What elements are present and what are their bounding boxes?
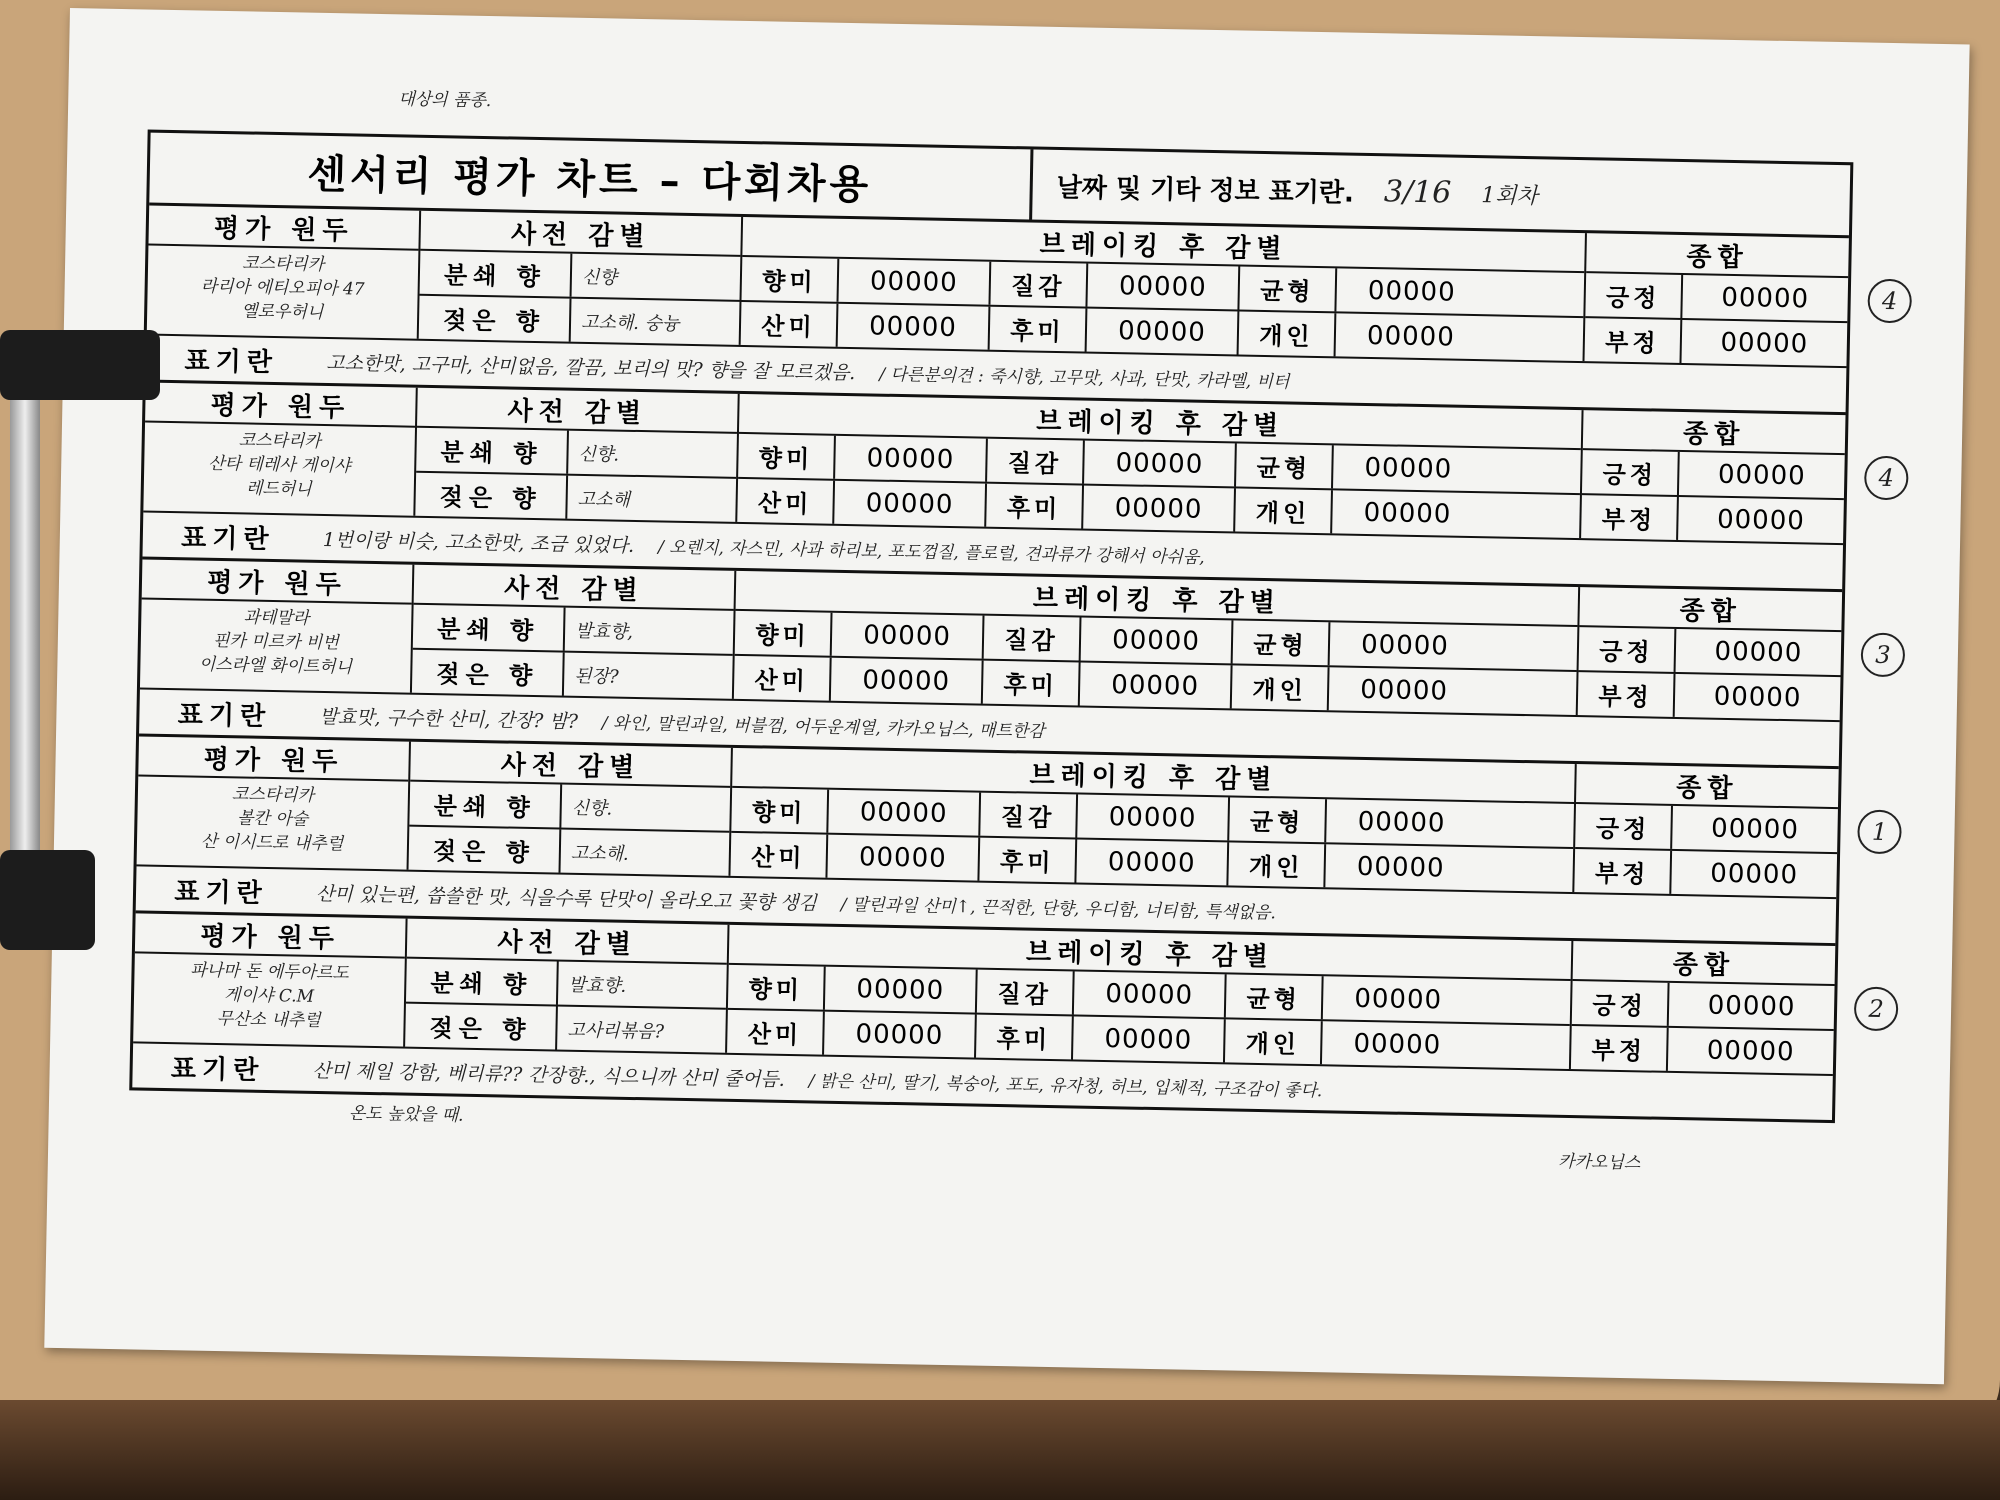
wet-field[interactable]: 고소해 xyxy=(577,488,631,511)
personal-value[interactable]: 00000 xyxy=(1360,674,1449,707)
aftertaste-value[interactable]: 00000 xyxy=(1083,486,1236,532)
negative-label: 부정 xyxy=(1578,672,1676,717)
aftertaste-value[interactable]: 00000 xyxy=(1087,309,1240,355)
others-opinion: / 말린과일 산미↑, 끈적한, 단향, 우디함, 너티함, 특색없음. xyxy=(840,894,1277,923)
acidity-label: 산미 xyxy=(734,656,832,701)
positive-label: 긍정 xyxy=(1579,627,1677,672)
acidity-label: 산미 xyxy=(727,1010,825,1055)
others-opinion: / 밝은 산미, 딸기, 복숭아, 포도, 유자청, 허브, 입체적, 구조감이 좋다. xyxy=(808,1070,1323,1101)
positive-label: 긍정 xyxy=(1582,450,1680,495)
flavor-label: 향미 xyxy=(735,611,833,656)
texture-value[interactable]: 00000 xyxy=(1081,618,1234,664)
summary-header: 종합 xyxy=(1583,410,1846,455)
pre-header: 사전 감별 xyxy=(414,565,735,611)
acidity-value[interactable]: 00000 xyxy=(831,658,984,704)
breaking-header: 브레이킹 후 감별 xyxy=(732,748,1575,804)
note-field[interactable]: 산미 있는편, 씁쓸한 맛, 식을수록 단맛이 올라오고 꽃향 생김 xyxy=(315,882,818,915)
breaking-header: 브레이킹 후 감별 xyxy=(736,571,1579,627)
flavor-label: 향미 xyxy=(742,257,840,302)
aftertaste-value[interactable]: 00000 xyxy=(1080,663,1233,709)
acidity-label: 산미 xyxy=(737,479,835,524)
positive-value[interactable]: 00000 xyxy=(1714,636,1803,668)
negative-value[interactable]: 00000 xyxy=(1716,504,1806,536)
bean-header: 평가 원두 xyxy=(142,559,413,604)
balance-value[interactable]: 00000 xyxy=(1364,452,1453,485)
margin-note-corner: 카카오닙스 xyxy=(1557,1151,1641,1174)
aftertaste-value[interactable]: 00000 xyxy=(1073,1016,1226,1062)
score-circle: 3 xyxy=(1860,633,1905,678)
positive-label: 긍정 xyxy=(1575,804,1673,849)
evaluation-section xyxy=(146,206,1898,416)
pre-header: 사전 감별 xyxy=(410,742,731,788)
positive-label: 긍정 xyxy=(1572,981,1670,1026)
aftertaste-label: 후미 xyxy=(979,838,1077,883)
positive-value[interactable]: 00000 xyxy=(1710,813,1800,845)
balance-value[interactable]: 00000 xyxy=(1354,983,1443,1016)
texture-label: 질감 xyxy=(987,439,1085,484)
wet-field[interactable]: 고사리볶음? xyxy=(567,1019,665,1043)
note-label: 표기란 xyxy=(170,1053,265,1086)
grind-label: 분쇄 향 xyxy=(406,959,559,1005)
flavor-value[interactable]: 00000 xyxy=(828,790,981,836)
note-field[interactable]: 1번이랑 비슷, 고소한맛, 조금 있었다. xyxy=(322,528,635,557)
bean-name-field[interactable]: 코스타리카 볼칸 아술 산 이시드로 내추럴 xyxy=(200,784,344,855)
personal-label: 개인 xyxy=(1232,665,1330,710)
grind-field[interactable]: 신향 xyxy=(581,266,617,289)
note-field[interactable]: 발효맛, 구수한 산미, 간장? 밤? xyxy=(319,705,579,733)
balance-value[interactable]: 00000 xyxy=(1367,275,1456,308)
wet-field[interactable]: 된장? xyxy=(574,665,619,688)
bean-header: 평가 원두 xyxy=(145,383,416,428)
personal-value[interactable]: 00000 xyxy=(1366,320,1456,353)
positive-value[interactable]: 00000 xyxy=(1707,990,1796,1022)
summary-header: 종합 xyxy=(1579,587,1842,632)
margin-note-bottom: 온도 높았을 때. xyxy=(348,1103,464,1126)
clip-wire xyxy=(10,350,40,910)
score-circle: 1 xyxy=(1857,809,1902,854)
positive-value[interactable]: 00000 xyxy=(1717,459,1806,491)
grind-label: 분쇄 향 xyxy=(413,605,566,651)
clip-bottom-handle xyxy=(0,850,95,950)
personal-value[interactable]: 00000 xyxy=(1353,1028,1442,1061)
clip-top-handle xyxy=(0,330,160,400)
grind-label: 분쇄 향 xyxy=(416,428,569,474)
acidity-label: 산미 xyxy=(741,302,839,347)
wet-field[interactable]: 고소해. xyxy=(570,842,629,865)
summary-header: 종합 xyxy=(1586,233,1849,278)
negative-label: 부정 xyxy=(1574,849,1672,894)
positive-value[interactable]: 00000 xyxy=(1721,282,1810,314)
grind-label: 분쇄 향 xyxy=(409,782,562,828)
margin-note-top: 대상의 품종. xyxy=(398,89,492,112)
breaking-header: 브레이킹 후 감별 xyxy=(729,925,1572,981)
wet-label: 젖은 향 xyxy=(405,1004,558,1050)
info-session: 1회차 xyxy=(1481,182,1539,209)
bean-name-field[interactable]: 파나마 돈 에두아르도 게이샤 C.M 무산소 내추럴 xyxy=(190,960,350,1031)
flavor-label: 향미 xyxy=(731,788,829,833)
others-opinion: / 오렌지, 자스민, 사과 하리보, 포도껍질, 플로럴, 견과류가 강해서 아쉬움, xyxy=(657,536,1205,568)
bean-name-field[interactable]: 코스타리카 라리아 에티오피아 47 옐로우허니 xyxy=(200,253,365,323)
evaluation-section xyxy=(132,913,1885,1120)
summary-header: 종합 xyxy=(1576,764,1839,809)
balance-label: 균형 xyxy=(1236,443,1334,488)
bean-name-field[interactable]: 코스타리카 산타 테레사 게이샤 레드허니 xyxy=(207,430,351,500)
pre-header: 사전 감별 xyxy=(417,388,738,434)
negative-label: 부정 xyxy=(1571,1026,1669,1071)
bean-header: 평가 원두 xyxy=(135,913,406,958)
flavor-value[interactable]: 00000 xyxy=(839,259,992,305)
grind-field[interactable]: 신향. xyxy=(578,443,620,466)
aftertaste-label: 후미 xyxy=(976,1015,1074,1060)
note-field[interactable]: 고소한맛, 고구마, 산미없음, 깔끔, 보리의 맛? 향을 잘 모르겠음. xyxy=(326,351,856,384)
wet-label: 젖은 향 xyxy=(412,650,565,696)
texture-label: 질감 xyxy=(977,970,1075,1015)
note-label: 표기란 xyxy=(177,699,272,732)
score-circle: 4 xyxy=(1867,279,1912,324)
acidity-value[interactable]: 00000 xyxy=(827,835,980,881)
texture-label: 질감 xyxy=(984,616,1082,661)
personal-value[interactable]: 00000 xyxy=(1363,497,1452,530)
texture-label: 질감 xyxy=(990,262,1088,307)
balance-label: 균형 xyxy=(1226,974,1324,1019)
grind-field[interactable]: 신향. xyxy=(571,797,613,820)
personal-label: 개인 xyxy=(1235,488,1333,533)
positive-label: 긍정 xyxy=(1585,273,1683,318)
bean-header: 평가 원두 xyxy=(148,206,419,251)
acidity-value[interactable]: 00000 xyxy=(834,481,987,527)
negative-label: 부정 xyxy=(1584,318,1682,363)
negative-value[interactable]: 00000 xyxy=(1710,858,1799,890)
flavor-value[interactable]: 00000 xyxy=(832,613,985,659)
personal-label: 개인 xyxy=(1225,1019,1323,1064)
pre-header: 사전 감별 xyxy=(407,919,728,965)
sensory-chart xyxy=(129,130,1898,1124)
aftertaste-label: 후미 xyxy=(983,661,1081,706)
summary-header: 종합 xyxy=(1573,941,1836,986)
score-circle: 4 xyxy=(1864,456,1909,501)
evaluation-section xyxy=(139,559,1891,769)
flavor-label: 향미 xyxy=(738,434,836,479)
wet-label: 젖은 향 xyxy=(415,473,568,519)
balance-label: 균형 xyxy=(1229,797,1327,842)
negative-label: 부정 xyxy=(1581,495,1679,540)
others-opinion: / 다른분의견 : 죽시향, 고무맛, 사과, 단맛, 카라멜, 비터 xyxy=(879,364,1290,392)
balance-value[interactable]: 00000 xyxy=(1357,806,1446,839)
info-date: 3/16 xyxy=(1383,173,1452,211)
flavor-label: 향미 xyxy=(728,965,826,1010)
negative-value[interactable]: 00000 xyxy=(1720,327,1809,359)
pre-header: 사전 감별 xyxy=(420,211,741,257)
texture-value[interactable]: 00000 xyxy=(1087,264,1240,310)
flavor-value[interactable]: 00000 xyxy=(825,967,978,1013)
personal-label: 개인 xyxy=(1228,842,1326,887)
aftertaste-label: 후미 xyxy=(986,484,1084,529)
grind-field[interactable]: 발효향, xyxy=(574,620,634,643)
wooden-floor xyxy=(0,1400,2000,1500)
balance-value[interactable]: 00000 xyxy=(1360,629,1450,662)
score-circle: 2 xyxy=(1854,986,1899,1031)
texture-label: 질감 xyxy=(980,793,1078,838)
note-field[interactable]: 산미 제일 강함, 베리류?? 간장향., 식으니까 산미 줄어듬. xyxy=(312,1059,786,1091)
acidity-value[interactable]: 00000 xyxy=(838,304,991,350)
others-opinion: / 와인, 말린과일, 버블껌, 어두운계열, 카카오닙스, 매트한감 xyxy=(601,712,1045,742)
balance-label: 균형 xyxy=(1233,620,1331,665)
evaluation-section xyxy=(136,736,1888,946)
evaluation-section xyxy=(142,383,1895,593)
negative-value[interactable]: 00000 xyxy=(1713,681,1802,713)
personal-value[interactable]: 00000 xyxy=(1356,851,1445,884)
info-field xyxy=(1032,150,1850,236)
breaking-header: 브레이킹 후 감별 xyxy=(742,217,1585,273)
grind-label: 분쇄 향 xyxy=(420,251,573,297)
bean-name-field[interactable]: 과테말라 핀카 미르카 비번 이스라엘 화이트허니 xyxy=(198,607,353,678)
acidity-label: 산미 xyxy=(730,833,828,878)
flavor-value[interactable]: 00000 xyxy=(835,436,988,482)
wet-label: 젖은 향 xyxy=(419,296,572,342)
texture-value[interactable]: 00000 xyxy=(1074,971,1227,1017)
wet-field[interactable]: 고소해. 숭늉 xyxy=(580,311,680,335)
wet-label: 젖은 향 xyxy=(409,827,562,873)
note-label: 표기란 xyxy=(174,876,268,909)
info-label: 날짜 및 기타 정보 표기란. xyxy=(1056,172,1355,209)
aftertaste-label: 후미 xyxy=(990,307,1088,352)
acidity-value[interactable]: 00000 xyxy=(824,1012,977,1058)
note-label: 표기란 xyxy=(184,345,279,378)
grind-field[interactable]: 발효향. xyxy=(568,974,627,997)
chart-title: 센서리 평가 차트 – 다회차용 xyxy=(149,133,1033,220)
personal-label: 개인 xyxy=(1239,312,1337,357)
aftertaste-value[interactable]: 00000 xyxy=(1076,839,1229,885)
balance-label: 균형 xyxy=(1239,267,1337,312)
bean-header: 평가 원두 xyxy=(138,736,409,781)
breaking-header: 브레이킹 후 감별 xyxy=(739,394,1582,450)
evaluation-sheet xyxy=(44,8,1969,1384)
texture-value[interactable]: 00000 xyxy=(1077,794,1230,840)
negative-value[interactable]: 00000 xyxy=(1706,1035,1795,1067)
texture-value[interactable]: 00000 xyxy=(1084,441,1237,487)
note-label: 표기란 xyxy=(180,522,275,555)
clipboard-clip[interactable] xyxy=(0,330,150,950)
